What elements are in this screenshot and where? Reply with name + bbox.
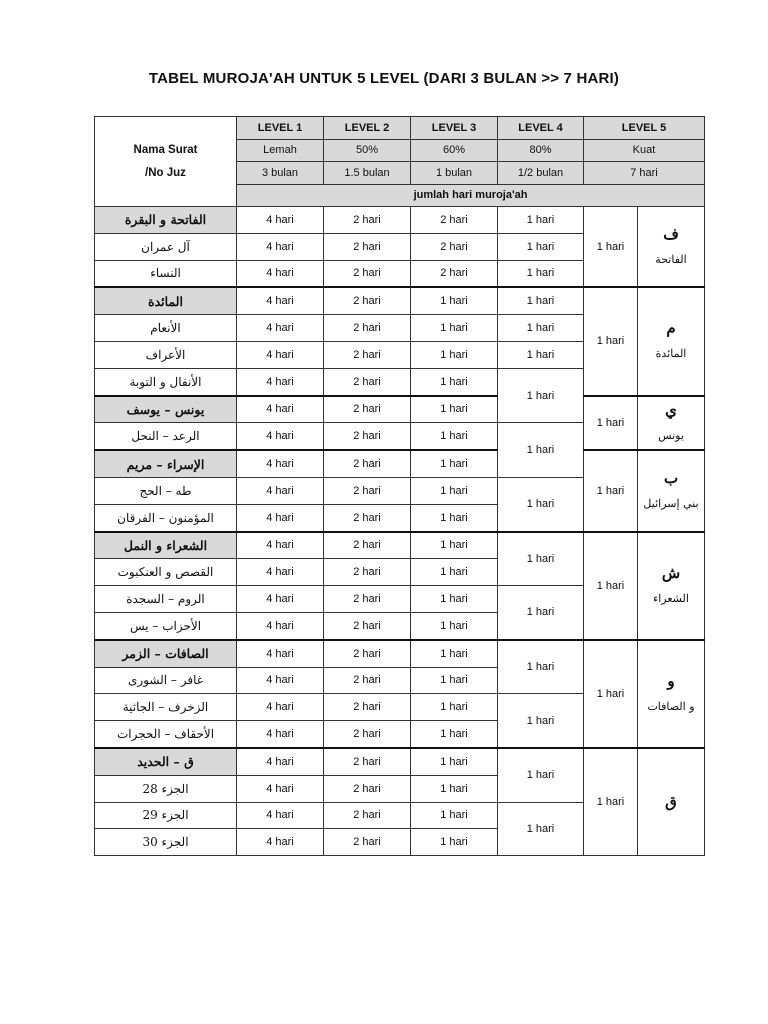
level-1-cell: 4 hari	[237, 368, 324, 395]
group-start-surah: بني إسرائيل	[643, 496, 699, 510]
level-2-cell: 2 hari	[324, 504, 411, 531]
level-4-cell: 1 hari	[498, 532, 584, 586]
level-1-cell: 4 hari	[237, 721, 324, 748]
table-row	[95, 207, 705, 234]
name-column-header: Nama Surat /No Juz	[95, 117, 237, 207]
level-1-cell: 4 hari	[237, 802, 324, 829]
level-2-cell: 2 hari	[324, 450, 411, 477]
group-start-surah: الشعراء	[653, 591, 689, 605]
level-1-cell: 4 hari	[237, 450, 324, 477]
level-2-cell: 2 hari	[324, 748, 411, 775]
surah-name: الأحقاف – الحجرات	[95, 721, 237, 748]
level-3-cell: 1 hari	[411, 667, 498, 694]
surah-name: الجزء 29	[95, 802, 237, 829]
level-2-cell: 2 hari	[324, 775, 411, 802]
surah-name: الإسراء – مريم	[95, 450, 237, 477]
level-4-cell: 1 hari	[498, 233, 584, 260]
surah-name: الأنفال و التوبة	[95, 368, 237, 395]
level-5-cell: 1 hari	[584, 640, 638, 748]
surah-name: الفاتحة و البقرة	[95, 207, 237, 234]
level-1-cell: 4 hari	[237, 233, 324, 260]
level-2-cell: 2 hari	[324, 260, 411, 287]
level-4-header: LEVEL 4	[498, 117, 584, 140]
level-5-duration: 7 hari	[584, 162, 705, 185]
level-1-cell: 4 hari	[237, 287, 324, 314]
level-4-strength: 80%	[498, 139, 584, 162]
murojaah-table	[94, 116, 705, 856]
level-3-cell: 1 hari	[411, 694, 498, 721]
level-1-cell: 4 hari	[237, 260, 324, 287]
level-4-cell: 1 hari	[498, 640, 584, 694]
level-3-cell: 1 hari	[411, 396, 498, 423]
level-2-cell: 2 hari	[324, 586, 411, 613]
level-2-cell: 2 hari	[324, 315, 411, 342]
level-5-cell: 1 hari	[584, 207, 638, 288]
level-3-cell: 1 hari	[411, 802, 498, 829]
level-3-cell: 1 hari	[411, 368, 498, 395]
surah-name: الزخرف – الجاثية	[95, 694, 237, 721]
level-4-duration: 1/2 bulan	[498, 162, 584, 185]
level-2-cell: 2 hari	[324, 287, 411, 314]
level-3-cell: 1 hari	[411, 287, 498, 314]
surah-name: الشعراء و النمل	[95, 532, 237, 559]
level-1-cell: 4 hari	[237, 694, 324, 721]
level-1-cell: 4 hari	[237, 586, 324, 613]
surah-name: يونس – يوسف	[95, 396, 237, 423]
level-2-cell: 2 hari	[324, 207, 411, 234]
level-2-cell: 2 hari	[324, 233, 411, 260]
group-start-surah: يونس	[658, 428, 684, 442]
level-5-group-key	[638, 396, 705, 451]
level-3-cell: 1 hari	[411, 586, 498, 613]
level-1-cell: 4 hari	[237, 559, 324, 586]
table-row	[95, 287, 705, 314]
level-1-duration: 3 bulan	[237, 162, 324, 185]
level-3-cell: 1 hari	[411, 477, 498, 504]
level-3-cell: 1 hari	[411, 559, 498, 586]
group-letter: ب	[663, 468, 679, 487]
level-4-cell: 1 hari	[498, 586, 584, 640]
level-1-cell: 4 hari	[237, 423, 324, 450]
surah-name: ق – الحديد	[95, 748, 237, 775]
level-5-group-key	[638, 207, 705, 288]
level-4-cell: 1 hari	[498, 477, 584, 531]
days-subheader: jumlah hari muroja'ah	[237, 184, 705, 207]
level-3-cell: 1 hari	[411, 721, 498, 748]
level-2-cell: 2 hari	[324, 612, 411, 639]
level-2-cell: 2 hari	[324, 640, 411, 667]
level-4-cell: 1 hari	[498, 802, 584, 856]
level-3-cell: 2 hari	[411, 207, 498, 234]
level-5-group-key	[638, 532, 705, 640]
level-2-cell: 2 hari	[324, 694, 411, 721]
surah-name: الروم – السجدة	[95, 586, 237, 613]
level-4-cell: 1 hari	[498, 423, 584, 478]
level-2-cell: 2 hari	[324, 396, 411, 423]
level-3-cell: 2 hari	[411, 260, 498, 287]
level-1-cell: 4 hari	[237, 640, 324, 667]
level-2-cell: 2 hari	[324, 532, 411, 559]
level-1-cell: 4 hari	[237, 532, 324, 559]
level-5-header: LEVEL 5	[584, 117, 705, 140]
level-4-cell: 1 hari	[498, 694, 584, 748]
surah-name: الرعد – النحل	[95, 423, 237, 450]
header-row-levels	[95, 117, 705, 140]
surah-name: الصافات – الزمر	[95, 640, 237, 667]
level-3-strength: 60%	[411, 139, 498, 162]
level-2-cell: 2 hari	[324, 477, 411, 504]
level-4-cell: 1 hari	[498, 287, 584, 314]
page-title: TABEL MUROJA'AH UNTUK 5 LEVEL (DARI 3 BULAN >> 7 HARI)	[148, 70, 620, 87]
level-5-cell: 1 hari	[584, 748, 638, 856]
level-3-cell: 1 hari	[411, 640, 498, 667]
level-4-cell: 1 hari	[498, 260, 584, 287]
surah-name: آل عمران	[95, 233, 237, 260]
level-3-cell: 1 hari	[411, 612, 498, 639]
group-letter: م	[666, 319, 676, 338]
table-row	[95, 396, 705, 423]
level-3-header: LEVEL 3	[411, 117, 498, 140]
level-3-cell: 1 hari	[411, 450, 498, 477]
level-3-cell: 1 hari	[411, 315, 498, 342]
level-5-group-key	[638, 640, 705, 748]
level-2-cell: 2 hari	[324, 368, 411, 395]
level-1-cell: 4 hari	[237, 667, 324, 694]
level-5-cell: 1 hari	[584, 532, 638, 640]
level-4-cell: 1 hari	[498, 368, 584, 423]
level-5-cell: 1 hari	[584, 396, 638, 451]
level-1-cell: 4 hari	[237, 341, 324, 368]
level-5-group-key	[638, 450, 705, 531]
group-letter: و	[667, 671, 675, 690]
level-2-cell: 2 hari	[324, 721, 411, 748]
level-1-cell: 4 hari	[237, 504, 324, 531]
table-row	[95, 532, 705, 559]
level-1-cell: 4 hari	[237, 612, 324, 639]
surah-name: الجزء 28	[95, 775, 237, 802]
level-2-cell: 2 hari	[324, 423, 411, 450]
surah-name: غافر – الشورى	[95, 667, 237, 694]
surah-name: المؤمنون – الفرقان	[95, 504, 237, 531]
level-2-header: LEVEL 2	[324, 117, 411, 140]
level-1-cell: 4 hari	[237, 207, 324, 234]
surah-name: الجزء 30	[95, 829, 237, 856]
level-4-cell: 1 hari	[498, 207, 584, 234]
level-5-group-key	[638, 748, 705, 856]
level-3-duration: 1 bulan	[411, 162, 498, 185]
surah-name: طه – الحج	[95, 477, 237, 504]
surah-name: الأحزاب – يس	[95, 612, 237, 639]
group-letter: ق	[665, 793, 677, 812]
level-3-cell: 1 hari	[411, 775, 498, 802]
level-3-cell: 1 hari	[411, 532, 498, 559]
surah-name: النساء	[95, 260, 237, 287]
group-letter: ي	[665, 400, 677, 419]
level-5-cell: 1 hari	[584, 287, 638, 395]
surah-name: القصص و العنكبوت	[95, 559, 237, 586]
table-row	[95, 450, 705, 477]
level-1-header: LEVEL 1	[237, 117, 324, 140]
level-3-cell: 1 hari	[411, 829, 498, 856]
table-row	[95, 640, 705, 667]
level-2-cell: 2 hari	[324, 829, 411, 856]
level-3-cell: 1 hari	[411, 423, 498, 450]
table-row	[95, 748, 705, 775]
level-1-cell: 4 hari	[237, 396, 324, 423]
level-5-strength: Kuat	[584, 139, 705, 162]
level-3-cell: 1 hari	[411, 504, 498, 531]
level-2-strength: 50%	[324, 139, 411, 162]
surah-name: الأنعام	[95, 315, 237, 342]
level-3-cell: 1 hari	[411, 341, 498, 368]
level-1-cell: 4 hari	[237, 829, 324, 856]
level-1-cell: 4 hari	[237, 477, 324, 504]
level-4-cell: 1 hari	[498, 748, 584, 802]
group-start-surah: الفاتحة	[655, 252, 687, 266]
level-1-cell: 4 hari	[237, 775, 324, 802]
level-5-cell: 1 hari	[584, 450, 638, 531]
level-3-cell: 2 hari	[411, 233, 498, 260]
level-1-cell: 4 hari	[237, 748, 324, 775]
level-3-cell: 1 hari	[411, 748, 498, 775]
level-4-cell: 1 hari	[498, 341, 584, 368]
level-2-cell: 2 hari	[324, 559, 411, 586]
group-start-surah: و الصافات	[647, 699, 695, 713]
surah-name: الأعراف	[95, 341, 237, 368]
group-start-surah: المائدة	[655, 347, 687, 361]
level-1-cell: 4 hari	[237, 315, 324, 342]
surah-name: المائدة	[95, 287, 237, 314]
level-2-cell: 2 hari	[324, 341, 411, 368]
level-2-cell: 2 hari	[324, 802, 411, 829]
level-2-duration: 1.5 bulan	[324, 162, 411, 185]
group-letter: ف	[663, 224, 679, 243]
group-letter: ش	[661, 563, 681, 582]
level-4-cell: 1 hari	[498, 315, 584, 342]
level-2-cell: 2 hari	[324, 667, 411, 694]
level-1-strength: Lemah	[237, 139, 324, 162]
level-5-group-key	[638, 287, 705, 395]
